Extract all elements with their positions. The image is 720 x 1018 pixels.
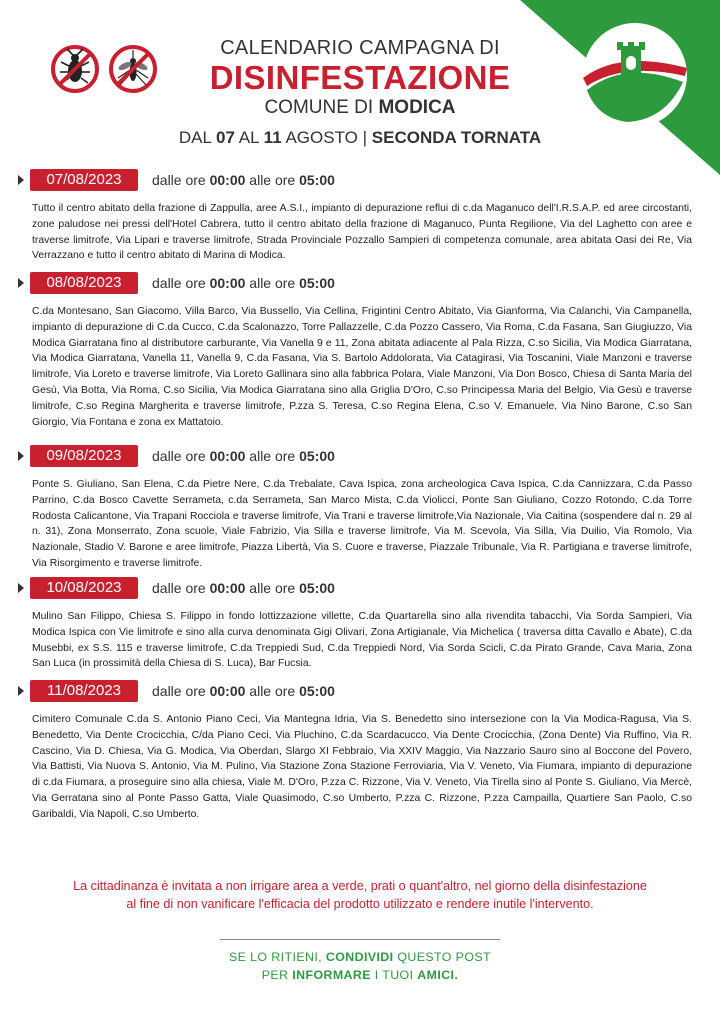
period-round: SECONDA TORNATA — [371, 128, 542, 147]
time-range — [152, 448, 335, 464]
schedule-section — [18, 444, 692, 572]
period-al: AL — [238, 128, 259, 147]
section-header — [18, 679, 692, 703]
cockroach-prohibited-icon — [50, 44, 100, 94]
time-start: 00:00 — [209, 275, 246, 291]
section-body: Tutto il centro abitato della frazione di Zappulla, aree A.S.I., impianto di depurazione reflui di c.da Maganuco dell'I.R.S.A.P. ed aree circostanti, zone paludose nei pressi dell'Hotel Cabrera, tutto il centro abitato della frazione di Maganuco, Punta Regilione, Via del Laghetto con aree e traverse limitrofe, Via Lipari e traverse limitrofe, Strada Provinciale Pozzallo Sampieri di competenza comunale, area abitata Oasi dei Re, Via Verrazzano e tutto il centro abitato di Marina di Modica. — [32, 203, 692, 262]
share-text: SE LO RITIENI, — [228, 950, 323, 964]
date-badge: 08/08/2023 — [30, 272, 138, 294]
section-body: Cimitero Comunale C.da S. Antonio Piano Ceci, Via Mantegna Idria, Via S. Benedetto sino intersezione con la Via Modica-Ragusa, Via S. Benedetto, Via Dente Crocicchia, C/da Piano Ceci, Via Pluchino, C.da Scardacucco, Via Dente Crocicchia, (Zona Dente) Via Ruffino, Via R. Cascino, Via D. Chiesa, Via G. Modica, Via Oberdan, Slargo XI Febbraio, Via XXIV Maggio, Via Nazzario Sauro sino al Boccone del Povero, Via Battisti, Via Nuova S. Antonio, Via M. Pulino, Via Stazione Zona Stazione Ferroviaria, Via V. Veneto, Via Fiumara, impianto di depurazione di c.da Fiumara, a proseguire sino alla chiesa, Viale M. D'Oro, P.zza C. Rizzone, Via V. Veneto, Via Tirella sino al Ponte S. Giuliano, Via Mercè, Via Gerratana sino al Ponte Passo Gatta, Viale Quasimodo, C.so Umberto, P.zza C. Rizzone, P.zza Campailla, Quartiere San Paolo, C.so Garibaldi, Via Napoli, C.so Umberto. — [32, 714, 692, 820]
time-middle: alle ore — [249, 172, 296, 188]
bullet-arrow-icon — [18, 583, 24, 593]
header-subtitle: CALENDARIO CAMPAGNA DI — [220, 37, 500, 59]
divider — [220, 939, 500, 940]
share-line-2 — [160, 966, 560, 984]
notice-line-2: al fine di non vanificare l'efficacia del prodotto utilizzato e rendere inutile l'intervento. — [126, 897, 594, 911]
share-text: PER — [261, 968, 289, 982]
period-month: AGOSTO | — [285, 128, 368, 147]
section-header — [18, 444, 692, 468]
schedule-section — [18, 576, 692, 672]
time-range — [152, 580, 335, 596]
section-body: C.da Montesano, San Giacomo, Villa Barco, Via Bussello, Via Cellina, Frigintini Centro Abitato, Via Gianforma, Via Calanchi, Via Campanella, impianto di depurazione di C.da Cucco, C.da Scalonazzo, Torre Pallazzelle, C.da Pozzo Cassero, Via Roma, C.da Fasana, San Giugiuzzo, Via Modica Giarratana fino al distributore carburante, Via Vanella 9 e 11, Zona abitata adiacente al Pala Rizza, C.so Sicilia, Via Modica Giarratana, Via Modica Giarratana, Vanella 11, Vanella 9, C.da Fasana, Via S. Bartolo Addolorata, Via Catagirasi, Via Toscanini, Viale Manzoni e traverse limitrofe, Via Loreto e traverse limitrofe, Via Loreto Gallinara sino alla fabbrica Polara, Viale Manzoni, Via Don Bosco, Chiesa di Santa Maria del Gesù, Via Botta, Via Roma, C.so Sicilia, Via Modica Giarratana sino alla Griglia D'Oro, C.so Principessa Maria del Belgio, Via Gesù e traverse limitrofe, C.so Regina Margherita e traverse limitrofe, P.zza S. Teresa, C.so Regina Elena, C.so V. Emanuele, Via Nino Barone, C.so San Giorgio, Via Fontana e zona ex Mattatoio. — [32, 306, 692, 428]
header-municipality — [170, 96, 550, 120]
municipality-name: MODICA — [378, 97, 456, 118]
bullet-arrow-icon — [18, 278, 24, 288]
time-end: 05:00 — [299, 172, 335, 188]
time-prefix: dalle ore — [152, 448, 206, 464]
share-emphasis: CONDIVIDI — [325, 950, 394, 964]
municipality-prefix: COMUNE DI — [264, 97, 374, 118]
time-end: 05:00 — [299, 275, 335, 291]
time-end: 05:00 — [299, 580, 335, 596]
time-start: 00:00 — [209, 683, 246, 699]
section-body: Mulino San Filippo, Chiesa S. Filippo in fondo lottizzazione villette, C.da Quartarella sino alla rivendita tabacchi, Via Sorda Sampieri, Via Modica Ispica con Vie limitrofe e sino alla curva denominata Gigi Olivari, Zona Artigianale, Via Michelica ( traversa ditta Cavallo e Abate), C.da Musebbi, ex S.S. 115 e traverse limitrofe, C.da Treppiedi Sud, C.da Treppiedi Nord, Via Sorda Scicli, C.da Pirato Grande, Cava Maria, Zona San Luca (in prossimità della Chiesa di S. Luca), Bar Fucsia. — [32, 611, 692, 670]
section-header — [18, 576, 692, 600]
time-prefix: dalle ore — [152, 683, 206, 699]
share-emphasis: AMICI. — [417, 968, 459, 982]
date-badge: 07/08/2023 — [30, 169, 138, 191]
time-start: 00:00 — [209, 448, 246, 464]
time-start: 00:00 — [209, 172, 246, 188]
page-title: DISINFESTAZIONE — [209, 59, 511, 96]
time-prefix: dalle ore — [152, 172, 206, 188]
bullet-arrow-icon — [18, 686, 24, 696]
bug-icons — [50, 44, 158, 94]
time-range — [152, 683, 335, 699]
share-line-1 — [160, 948, 560, 966]
time-range — [152, 172, 335, 188]
modica-tower-logo — [565, 20, 705, 130]
header-period — [170, 128, 550, 148]
time-end: 05:00 — [299, 683, 335, 699]
notice-line-1: La cittadinanza è invitata a non irrigare area a verde, prati o quant'altro, nel giorno della disinfestazione — [73, 879, 647, 893]
date-badge: 11/08/2023 — [30, 680, 138, 702]
period-end-day: 11 — [263, 128, 282, 147]
citizen-notice — [25, 877, 695, 913]
date-badge: 09/08/2023 — [30, 445, 138, 467]
bullet-arrow-icon — [18, 175, 24, 185]
time-middle: alle ore — [249, 683, 296, 699]
share-emphasis: INFORMARE — [292, 968, 371, 982]
time-middle: alle ore — [249, 275, 296, 291]
time-prefix: dalle ore — [152, 580, 206, 596]
mosquito-prohibited-icon — [108, 44, 158, 94]
time-middle: alle ore — [249, 448, 296, 464]
bullet-arrow-icon — [18, 451, 24, 461]
section-body: Ponte S. Giuliano, San Elena, C.da Pietre Nere, C.da Trebalate, Cava Ispica, zona archeologica Cava Ispica, C.da Cannizzara, C.da Passo Parrino, C.da Bosco Cavette Serrameta, c.da Serrameta, San Marco Mista, C.da Violicci, Ponte San Giuliano, Cozzo Rotondo, C.da Torre Rodosta Calicantone, Via Trapani Rocciola e traverse limitrofe, Via Trani e traverse limitrofe,Via Nazionale, Via Caitina (sospendere dal n. 29 al n. 31), Zona Monserrato, Zona scuole, Viale Fabrizio, Via Silla e traverse limitrofe, Via M. Scevola, Via Silla, Via Duilio, Via Romolo, Via Nazionale, Stadio V. Barone e aree limitrofe, Piazza Libertà, Via S. Cuore e traverse, Piazzale Tribunale, Via R. Partigiana e traverse limitrofe, Via Risorgimento e traverse limitrofe. — [32, 479, 692, 569]
share-text: QUESTO POST — [397, 950, 492, 964]
share-text: I TUOI — [374, 968, 414, 982]
period-dal: DAL — [178, 128, 212, 147]
time-end: 05:00 — [299, 448, 335, 464]
time-middle: alle ore — [249, 580, 296, 596]
time-start: 00:00 — [209, 580, 246, 596]
page-header — [170, 36, 550, 148]
share-callout — [160, 948, 560, 984]
schedule-section — [18, 271, 692, 430]
section-header — [18, 271, 692, 295]
period-start-day: 07 — [216, 128, 235, 147]
date-badge: 10/08/2023 — [30, 577, 138, 599]
schedule-section — [18, 168, 692, 264]
time-prefix: dalle ore — [152, 275, 206, 291]
time-range — [152, 275, 335, 291]
section-header — [18, 168, 692, 192]
schedule-section — [18, 679, 692, 823]
